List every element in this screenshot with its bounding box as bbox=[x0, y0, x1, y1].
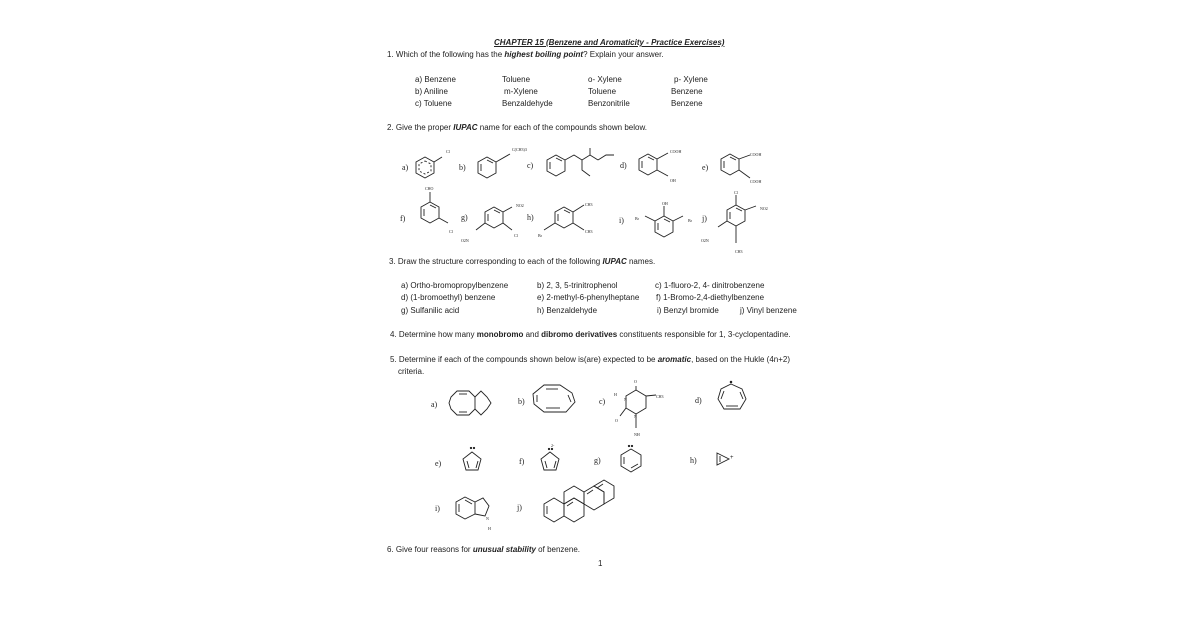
sub-h-ch3a: CH3 bbox=[585, 202, 593, 207]
sub-j-no2: NO2 bbox=[760, 206, 768, 211]
sub-j-o2n: O2N bbox=[701, 238, 709, 243]
q3-item-f: f) 1-Bromo-2,4-diethylbenzene bbox=[656, 293, 765, 302]
q3-prefix: 3. Draw the structure corresponding to each of the following bbox=[389, 257, 603, 266]
q5-prefix: 5. Determine if each of the compounds shown below is(are) expected to be bbox=[390, 355, 658, 364]
q3-suffix: names. bbox=[626, 257, 656, 266]
question-3 bbox=[389, 258, 655, 266]
structure-5c-thymine bbox=[618, 386, 658, 431]
q4-prefix: 4. Determine how many bbox=[390, 330, 477, 339]
q2-emphasis: IUPAC bbox=[453, 123, 478, 132]
q3-item-b: b) 2, 3, 5-trinitrophenol bbox=[537, 281, 618, 290]
sub-g-o2n: O2N bbox=[461, 238, 469, 243]
sub-i-oh: OH bbox=[662, 201, 668, 206]
q1-option: b) Aniline bbox=[415, 87, 448, 96]
sub-i-br1: Br bbox=[635, 216, 639, 221]
question-6 bbox=[387, 546, 580, 554]
sub-j-cl: Cl bbox=[734, 190, 738, 195]
sub-h-ch3b: CH3 bbox=[585, 229, 593, 234]
structure-5g-cyclohexadienyl-anion bbox=[618, 444, 646, 474]
q3-item-h: h) Benzaldehyde bbox=[537, 306, 598, 315]
q2-label-h: h) bbox=[527, 213, 534, 222]
lbl-5c-n1: N bbox=[624, 397, 627, 402]
structure-5f-cyclopentadienyl-dianion bbox=[539, 444, 563, 474]
sub-e-cooh2: COOH bbox=[750, 179, 762, 184]
sub-d-cooh: COOH bbox=[670, 149, 682, 154]
q3-item-a: a) Ortho-bromopropylbenzene bbox=[401, 281, 509, 290]
q1-option: a) Benzene bbox=[415, 75, 456, 84]
q3-item-c: c) 1-fluoro-2, 4- dinitrobenzene bbox=[655, 281, 765, 290]
q5-emphasis: aromatic bbox=[657, 355, 692, 364]
q6-emphasis: unusual stability bbox=[472, 545, 536, 554]
structure-j-chloronitrotoluene bbox=[716, 195, 766, 250]
structure-a-chlorobenzene bbox=[410, 152, 450, 182]
q5-line2: criteria. bbox=[398, 367, 425, 376]
q2-label-b: b) bbox=[459, 163, 466, 172]
q1-prefix: 1. Which of the following has the bbox=[387, 50, 505, 59]
q3-emphasis: IUPAC bbox=[602, 257, 627, 266]
q4-bold-2: dibromo derivatives bbox=[541, 330, 618, 339]
q2-label-f: f) bbox=[400, 214, 406, 223]
q1-option: m-Xylene bbox=[504, 87, 538, 96]
sub-e-cooh1: COOH bbox=[750, 152, 762, 157]
q3-item-g: g) Sulfanilic acid bbox=[401, 306, 460, 315]
q6-prefix: 6. Give four reasons for bbox=[387, 545, 473, 554]
q3-item-e: e) 2-methyl-6-phenylheptane bbox=[537, 293, 640, 302]
q5-label-a: a) bbox=[431, 400, 438, 409]
q1-option: p- Xylene bbox=[674, 75, 708, 84]
structure-5b-cyclooctatetraene-ring bbox=[530, 382, 580, 416]
lbl-5h-charge: + bbox=[730, 455, 734, 461]
lbl-5f-charge: 2- bbox=[551, 443, 555, 448]
q2-label-c: c) bbox=[527, 161, 534, 170]
q5-label-e: e) bbox=[435, 459, 442, 468]
q5-label-h: h) bbox=[690, 456, 697, 465]
sub-h-br: Br bbox=[538, 233, 542, 238]
q5-label-i: i) bbox=[435, 504, 440, 513]
q2-suffix: name for each of the compounds shown below. bbox=[477, 123, 647, 132]
q1-option: Benzene bbox=[671, 87, 703, 96]
structure-c-alkylbenzene bbox=[544, 148, 624, 184]
sub-f-cho: CHO bbox=[425, 186, 434, 191]
question-5 bbox=[390, 356, 790, 364]
q2-prefix: 2. Give the proper bbox=[387, 123, 454, 132]
question-4 bbox=[390, 331, 791, 339]
lbl-5c-o2: O bbox=[615, 418, 618, 423]
q3-item-d: d) (1-bromoethyl) benzene bbox=[401, 293, 496, 302]
lbl-5i-h: H bbox=[488, 526, 491, 531]
q2-label-i: i) bbox=[619, 216, 624, 225]
page-title: CHAPTER 15 (Benzene and Aromaticity - Practice Exercises) bbox=[494, 38, 725, 47]
q2-label-e: e) bbox=[702, 163, 709, 172]
lbl-5c-o1: O bbox=[634, 379, 637, 384]
structure-5i-indoline bbox=[453, 492, 498, 526]
lbl-5i-n: N bbox=[486, 516, 489, 521]
q5-label-g: g) bbox=[594, 456, 601, 465]
q1-option: Benzonitrile bbox=[588, 99, 630, 108]
q1-option: c) Toluene bbox=[415, 99, 452, 108]
sub-f-cl: Cl bbox=[449, 229, 453, 234]
q2-label-d: d) bbox=[620, 161, 627, 170]
question-1 bbox=[387, 51, 664, 59]
q5-suffix: , based on the Hukle (4n+2) bbox=[691, 355, 791, 364]
q4-mid: and bbox=[523, 330, 542, 339]
q5-label-b: b) bbox=[518, 397, 525, 406]
q3-item-i: i) Benzyl bromide bbox=[657, 306, 719, 315]
q1-option: Benzene bbox=[671, 99, 703, 108]
sub-j-ch3: CH3 bbox=[735, 249, 743, 254]
lbl-5c-h: H bbox=[614, 392, 617, 397]
structure-5a-cyclodecapentaene bbox=[447, 388, 497, 418]
lbl-5c-ch3: CH3 bbox=[656, 394, 664, 399]
sub-i-br2: Br bbox=[688, 218, 692, 223]
sub-d-oh: OH bbox=[670, 178, 676, 183]
structure-5d-cycloheptatrienyl-cation bbox=[716, 382, 750, 412]
q5-label-c: c) bbox=[599, 397, 606, 406]
sub-a-cl: Cl bbox=[446, 149, 450, 154]
q1-option: Toluene bbox=[502, 75, 531, 84]
q4-bold-1: monobromo bbox=[476, 330, 524, 339]
sub-g-no2: NO2 bbox=[516, 203, 524, 208]
lbl-5c-nh: NH bbox=[634, 432, 640, 437]
q5-label-d: d) bbox=[695, 396, 702, 405]
q3-item-j: j) Vinyl benzene bbox=[740, 306, 797, 315]
q2-label-j: j) bbox=[702, 214, 707, 223]
q2-label-g: g) bbox=[461, 213, 468, 222]
sub-g-cl: Cl bbox=[514, 233, 518, 238]
q2-label-a: a) bbox=[402, 163, 409, 172]
sub-b-tbutyl: C(CH3)3 bbox=[512, 147, 527, 152]
q5-label-f: f) bbox=[519, 457, 525, 466]
structure-5j-polycyclic-aromatic bbox=[540, 478, 620, 528]
question-2 bbox=[387, 124, 647, 132]
q1-suffix: ? Explain your answer. bbox=[583, 50, 664, 59]
structure-5e-cyclopentadienyl-anion bbox=[461, 446, 485, 474]
q1-option: Toluene bbox=[588, 87, 617, 96]
structure-b-tert-butylbenzene bbox=[474, 152, 514, 182]
structure-i-dibromophenol bbox=[640, 206, 690, 246]
q1-option: o- Xylene bbox=[588, 75, 622, 84]
lbl-5c-n2: N bbox=[634, 414, 637, 419]
q4-suffix: constituents responsible for 1, 3-cyclopentadine. bbox=[617, 330, 791, 339]
q1-option: Benzaldehyde bbox=[502, 99, 553, 108]
q5-label-j: j) bbox=[517, 503, 522, 512]
q6-suffix: of benzene. bbox=[535, 545, 580, 554]
q1-emphasis: highest boiling point bbox=[504, 50, 584, 59]
structure-f-chlorobenzaldehyde bbox=[416, 192, 456, 232]
page-number: 1 bbox=[598, 559, 603, 568]
